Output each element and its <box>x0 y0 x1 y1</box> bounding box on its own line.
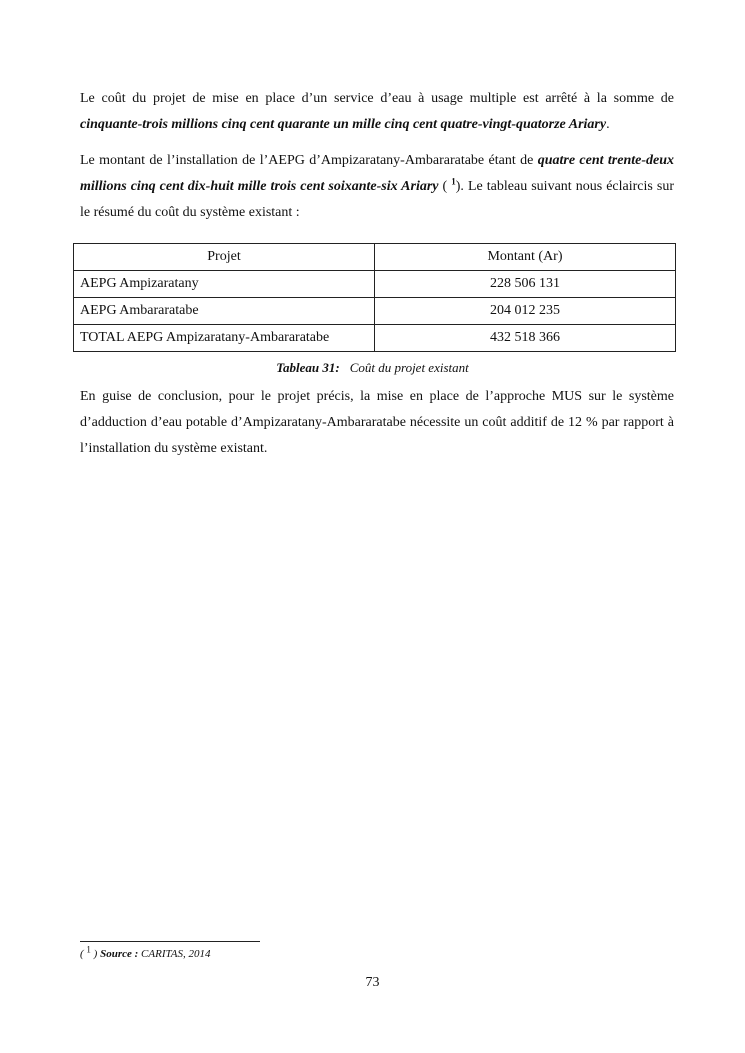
column-header-montant: Montant (Ar) <box>375 244 676 271</box>
footnote-number: 1 <box>86 944 91 955</box>
cost-mus-amount-words: cinquante-trois millions cinq cent quarante un mille cinq cent quatre-vingt-quatorze Ariary <box>80 117 607 132</box>
cost-aepg-amount-words: quatre cent trente-deux millions cinq cent dix-huit mille trois cent soixante-six Ariary <box>80 153 675 194</box>
amount-cell: 432 518 366 <box>375 325 676 352</box>
table-caption-label: Tableau 31: <box>276 360 340 375</box>
footnote-divider <box>80 941 260 942</box>
table-caption-text: Coût du projet existant <box>349 360 469 375</box>
table-row <box>74 271 676 298</box>
paragraph-conclusion: En guise de conclusion, pour le projet précis, la mise en place de l’approche MUS sur le système d’adduction d’eau potable d’Ampizaratany-Ambararatabe nécessite un coût additif de 12 % par rapport à l’installation du système existant. <box>80 389 674 456</box>
table-header-row <box>74 244 676 271</box>
footnote-source-label: Source : <box>100 948 139 960</box>
paragraph-cost-mus: Le coût du projet de mise en place d’un service d’eau à usage multiple est arrêté à la somme de cinquante-trois millions cinq cent quarante un mille cinq cent quatre-vingt-quatorze Ariary. <box>80 91 674 132</box>
table-row-total <box>74 325 676 352</box>
page-number: 73 <box>365 975 380 990</box>
footnote-source-text: CARITAS, 2014 <box>138 948 211 960</box>
footnote: ( $^1$ ) Source : CARITAS, 2014 <box>80 944 211 960</box>
table-row <box>74 298 676 325</box>
footnote-reference: 1 <box>451 176 456 187</box>
project-name-cell: AEPG Ambararatabe <box>74 298 375 325</box>
column-header-projet: Projet <box>74 244 375 271</box>
table-caption <box>0 360 745 376</box>
project-name-cell: TOTAL AEPG Ampizaratany-Ambararatabe <box>74 325 375 352</box>
paragraph-cost-aepg: Le montant de l’installation de l’AEPG d’Ampizaratany-Ambararatabe étant de quatre cent trente-deux millions cinq cent dix-huit mille trois cent soixante-six Ariary ( $^1$). Le tableau suivant nous éclaircis sur le résumé du coût du système existant : <box>80 153 675 220</box>
amount-cell: 228 506 131 <box>375 271 676 298</box>
project-name-cell: AEPG Ampizaratany <box>74 271 375 298</box>
amount-cell: 204 012 235 <box>375 298 676 325</box>
cost-table <box>73 243 676 352</box>
